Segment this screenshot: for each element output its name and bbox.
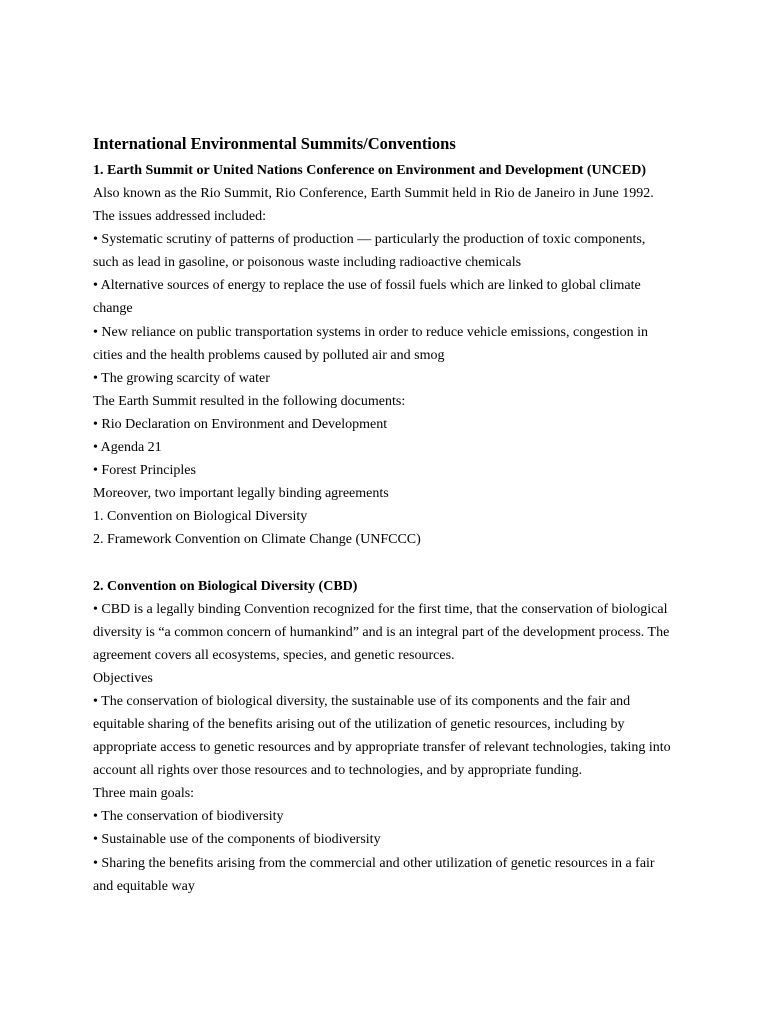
subheading: Three main goals:: [93, 786, 195, 802]
document-title: International Environmental Summits/Conventions: [93, 134, 456, 153]
bullet-item: • Agenda 21: [93, 440, 162, 456]
bullet-item: • Rio Declaration on Environment and Development: [93, 416, 388, 432]
section-spacer: [93, 552, 673, 575]
paragraph: The issues addressed included:: [93, 209, 267, 225]
section-heading-cbd: 2. Convention on Biological Diversity (CBD): [93, 578, 358, 594]
bullet-item: • CBD is a legally binding Convention recognized for the first time, that the conservation of biological diversity is “a common concern of humankind” and is an integral part of the development process. The agreement covers all ecosystems, species, and genetic resources.: [93, 601, 670, 663]
document-page: [93, 133, 673, 898]
bullet-item: • New reliance on public transportation systems in order to reduce vehicle emissions, congestion in cities and the health problems caused by polluted air and smog: [93, 324, 649, 363]
paragraph: The Earth Summit resulted in the following documents:: [93, 393, 406, 409]
section-heading-unced: 1. Earth Summit or United Nations Conference on Environment and Development (UNCED): [93, 163, 646, 178]
bullet-item: • Sustainable use of the components of biodiversity: [93, 832, 381, 848]
bullet-item: • The growing scarcity of water: [93, 370, 270, 386]
bullet-item: • The conservation of biological diversity, the sustainable use of its components and the fair and equitable sharing of the benefits arising out of the utilization of genetic resources, including by appropriate access to genetic resources and by appropriate transfer of relevant technologies, taking into account all rights over those resources and to technologies, and by appropriate funding.: [93, 693, 671, 779]
bullet-item: • The conservation of biodiversity: [93, 809, 284, 825]
bullet-item: • Sharing the benefits arising from the commercial and other utilization of genetic resources in a fair and equitable way: [93, 855, 655, 894]
subheading: Objectives: [93, 670, 153, 686]
bullet-item: • Alternative sources of energy to replace the use of fossil fuels which are linked to global climate change: [93, 278, 641, 317]
numbered-item: 2. Framework Convention on Climate Change (UNFCCC): [93, 532, 421, 548]
paragraph: Also known as the Rio Summit, Rio Conference, Earth Summit held in Rio de Janeiro in June 1992.: [93, 186, 654, 201]
bullet-item: • Forest Principles: [93, 463, 196, 479]
numbered-item: 1. Convention on Biological Diversity: [93, 509, 308, 525]
bullet-item: • Systematic scrutiny of patterns of production — particularly the production of toxic components, such as lead in gasoline, or poisonous waste including radioactive chemicals: [93, 232, 646, 271]
paragraph: Moreover, two important legally binding agreements: [93, 486, 389, 502]
